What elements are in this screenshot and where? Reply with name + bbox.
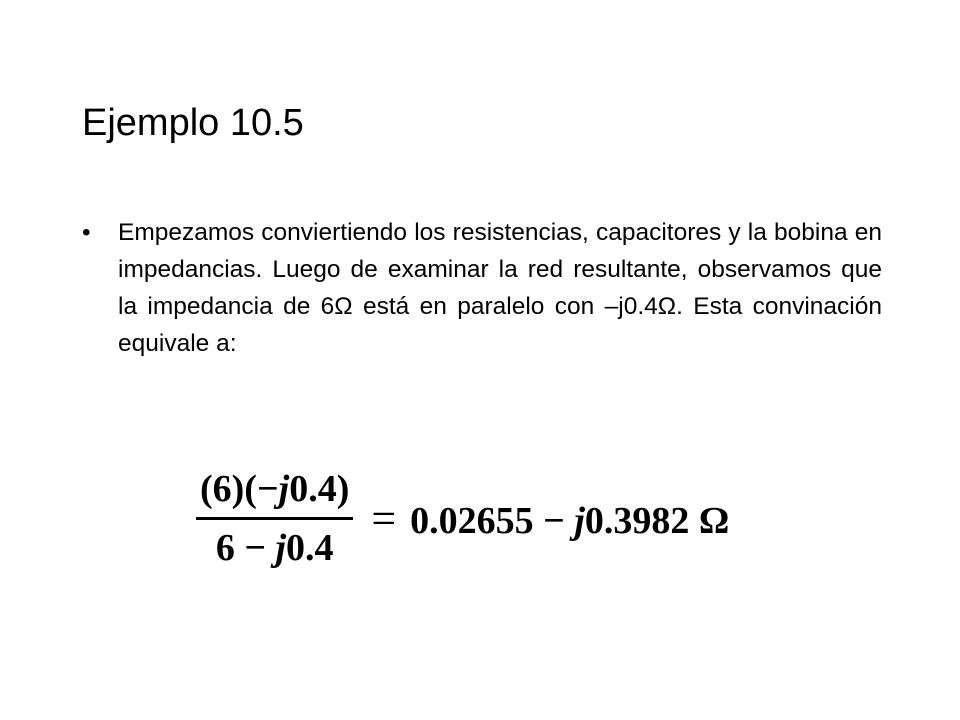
denominator-j: j [275, 526, 287, 569]
slide-title: Ejemplo 10.5 [82, 102, 304, 144]
bullet-paragraph: Empezamos conviertiendo los resistencias, capacitores y la bobina en impedancias. Luego de examinar la red resultante, observamos que la impedancia de 6Ω está en paralelo con –j0.4Ω. Esta convinación equivale a: [118, 219, 882, 357]
result-right: 0.3982 Ω [584, 499, 730, 542]
equation [196, 458, 729, 578]
numerator-right: 0.4) [289, 467, 350, 510]
equals-sign: = [371, 493, 397, 543]
numerator-j: j [278, 467, 290, 510]
denominator-left: 6 − [215, 526, 276, 569]
numerator-left: (6)(− [200, 467, 279, 510]
denominator-right: 0.4 [286, 526, 334, 569]
bullet-marker: • [82, 219, 91, 246]
fraction-numerator [196, 467, 353, 517]
fraction-denominator [212, 520, 338, 570]
equation-result [371, 493, 729, 544]
bullet-item [82, 214, 882, 362]
equation-fraction [196, 467, 353, 570]
result-j: j [574, 499, 585, 542]
result-left: 0.02655 − [410, 499, 575, 542]
